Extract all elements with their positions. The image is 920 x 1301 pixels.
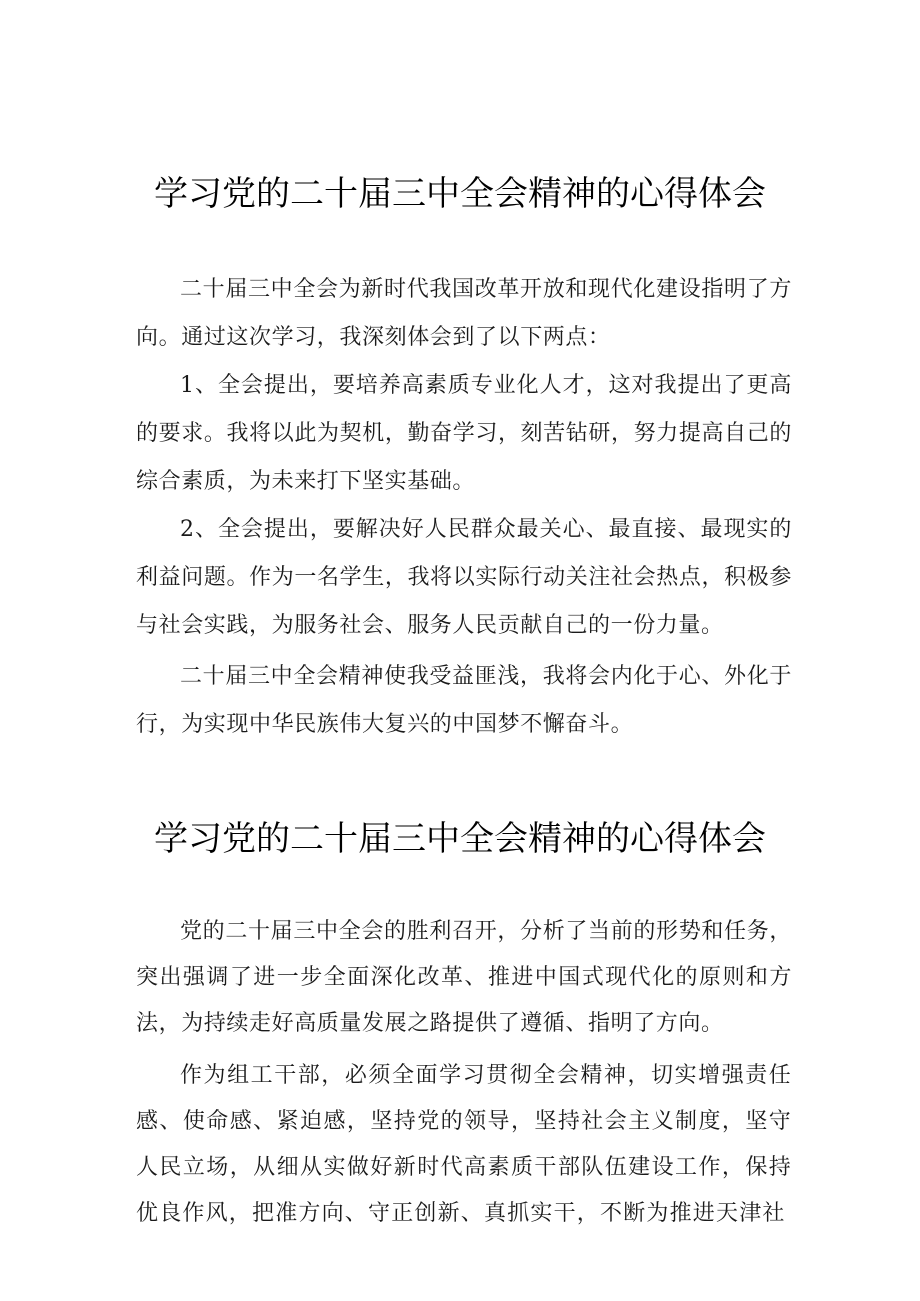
- section-1-paragraph-1: 二十届三中全会为新时代我国改革开放和现代化建设指明了方向。通过这次学习，我深刻体会到了以下两点：: [136, 277, 792, 350]
- section-1-paragraph-4: 二十届三中全会精神使我受益匪浅，我将会内化于心、外化于行，为实现中华民族伟大复兴的中国梦不懈奋斗。: [136, 664, 792, 737]
- section-1-paragraph-2: 1、全会提出，要培养高素质专业化人才，这对我提出了更高的要求。我将以此为契机，勤奋学习，刻苦钻研，努力提高自己的综合素质，为未来打下坚实基础。: [136, 373, 792, 494]
- section-1-paragraph-3: 2、全会提出，要解决好人民群众最关心、最直接、最现实的利益问题。作为一名学生，我将以实际行动关注社会热点，积极参与社会实践，为服务社会、服务人民贡献自己的一份力量。: [136, 517, 792, 638]
- section-2-paragraph-1: 党的二十届三中全会的胜利召开，分析了当前的形势和任务，突出强调了进一步全面深化改革、推进中国式现代化的原则和方法，为持续走好高质量发展之路提供了遵循、指明了方向。: [136, 919, 792, 1036]
- section-2-title: 学习党的二十届三中全会精神的心得体会: [154, 819, 766, 859]
- section-1-title: 学习党的二十届三中全会精神的心得体会: [154, 174, 766, 214]
- section-2-paragraph-2: 作为组工干部，必须全面学习贯彻全会精神，切实增强责任感、使命感、紧迫感，坚持党的领导，坚持社会主义制度，坚守人民立场，从细从实做好新时代高素质干部队伍建设工作，保持优良作风，把准方向、守正创新、真抓实干，不断为推进天津社: [136, 1063, 792, 1226]
